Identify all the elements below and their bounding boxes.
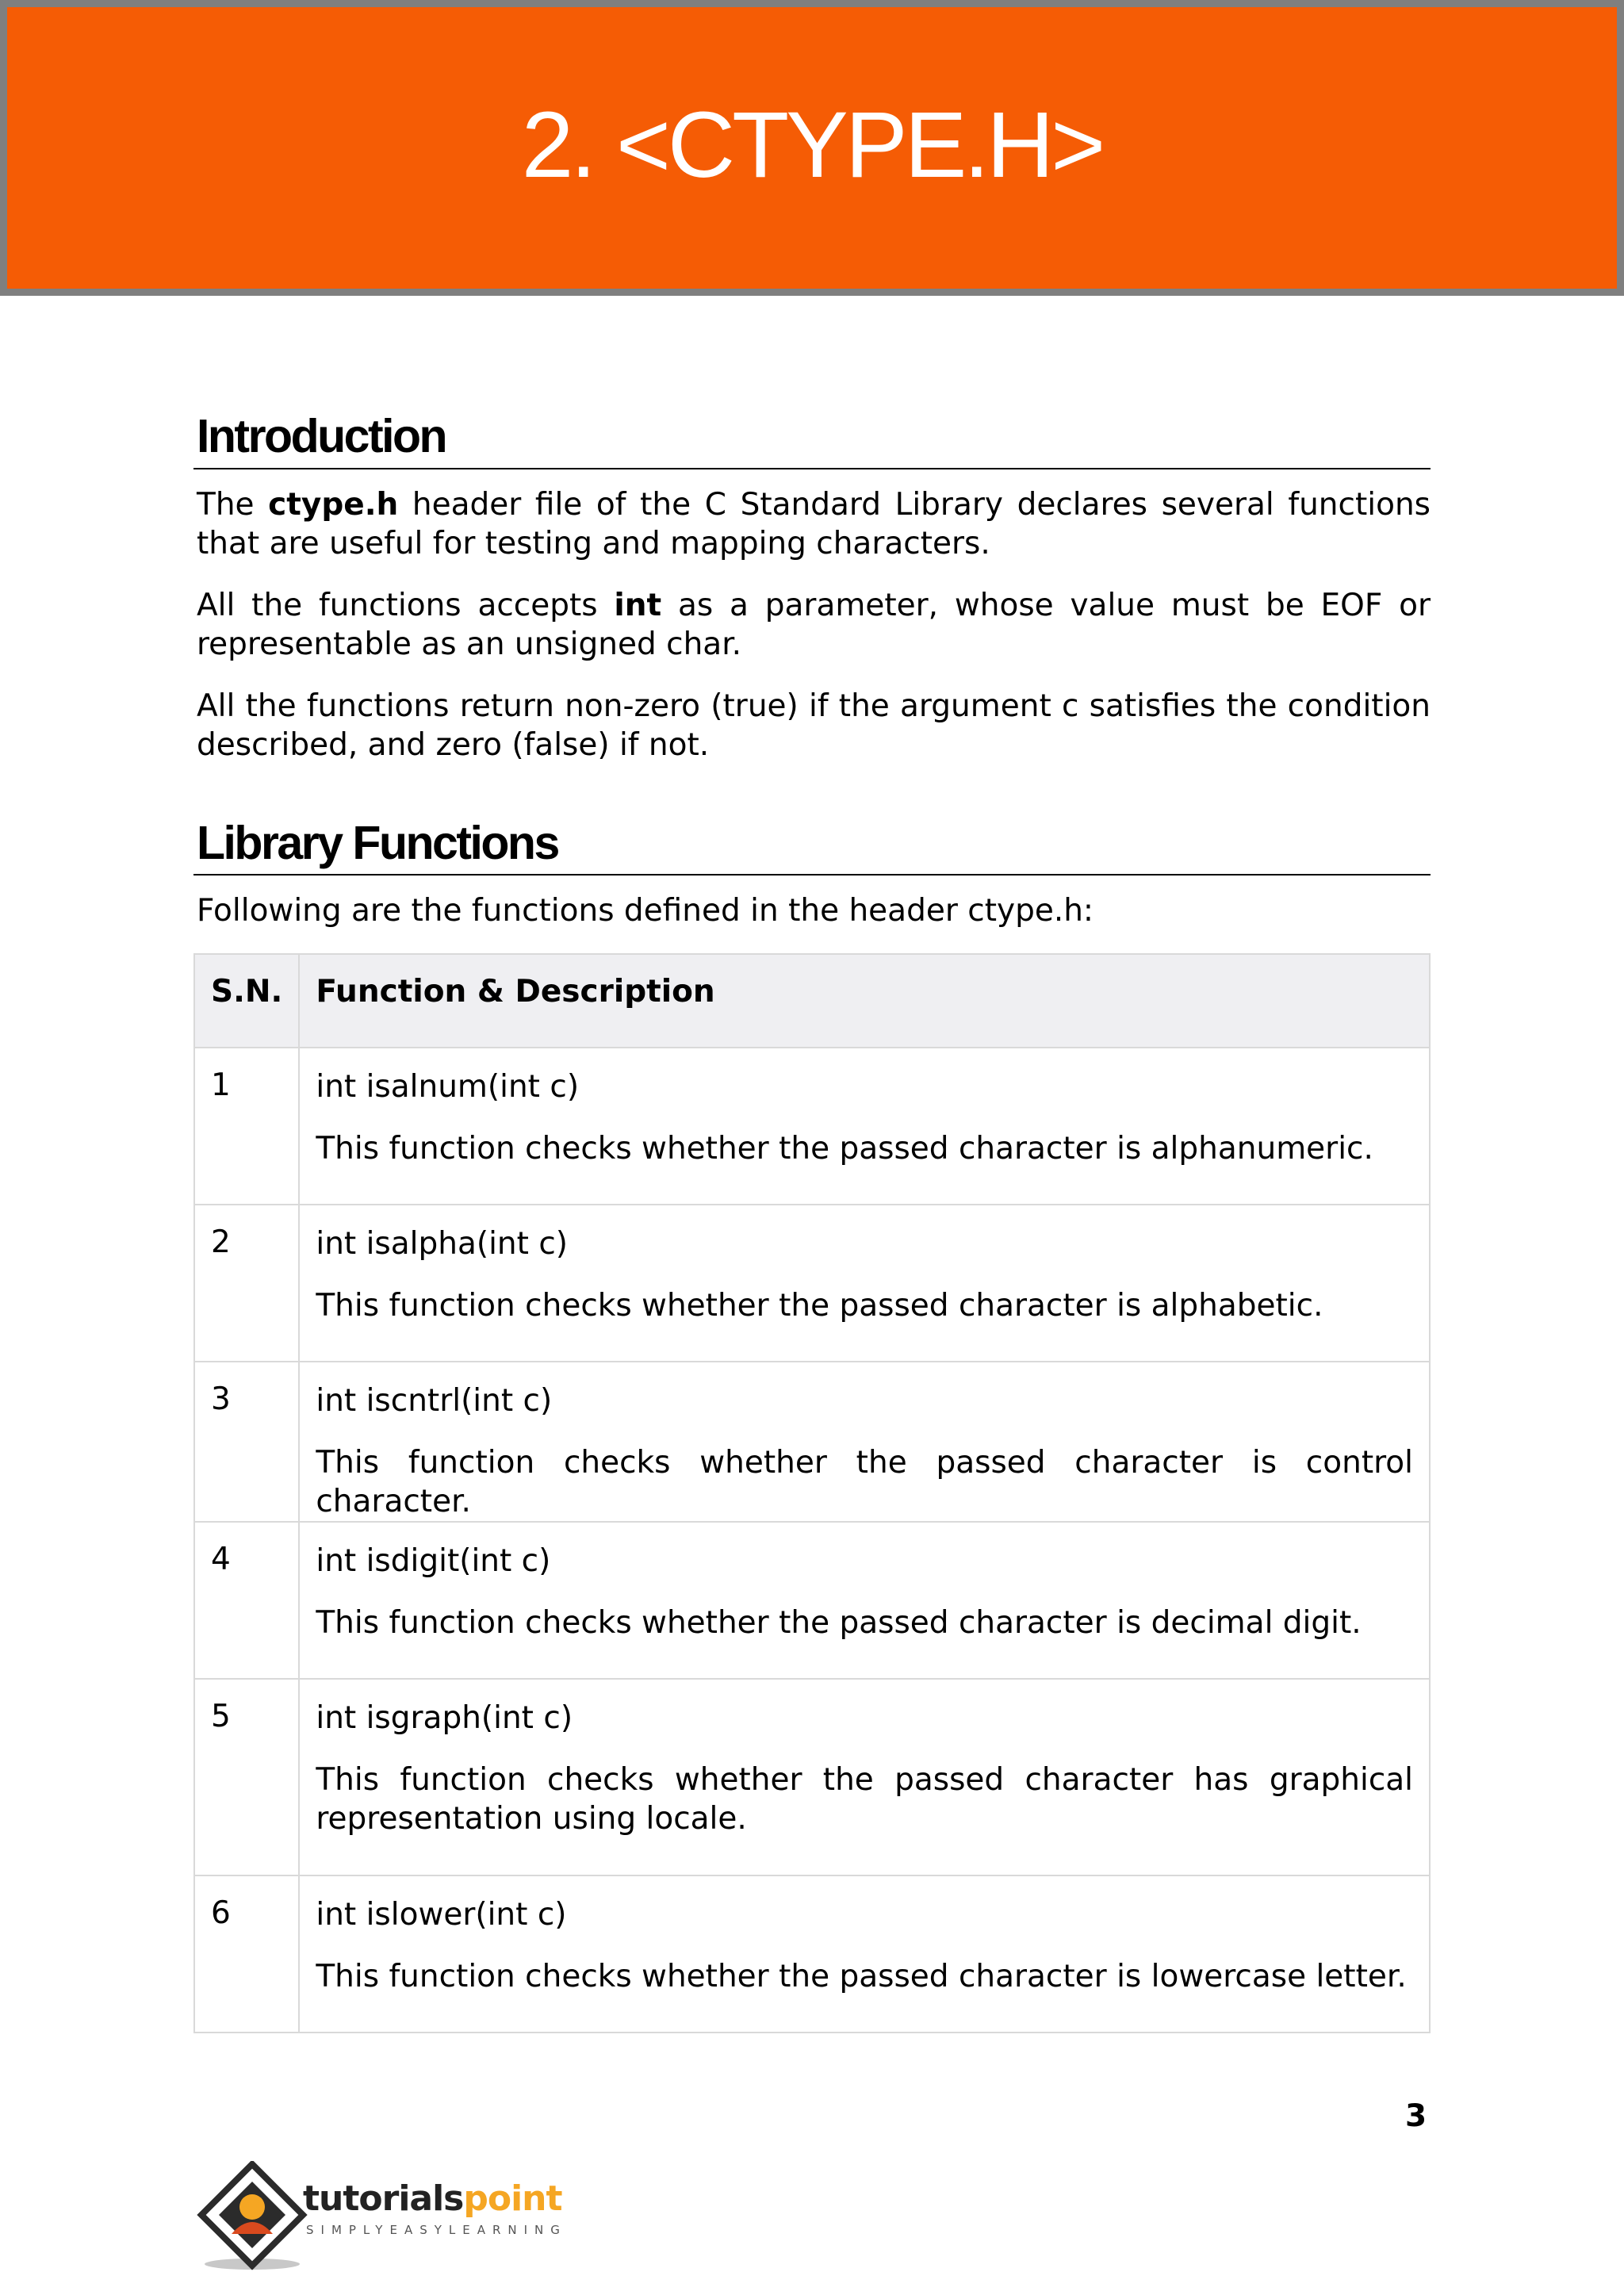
header-sn: S.N. bbox=[194, 954, 299, 1048]
row-function bbox=[299, 1362, 1430, 1522]
intro-p2-text-2: as a parameter, whose value must be EOF or representable as an unsigned char. bbox=[197, 588, 1431, 662]
function-signature: int isalnum(int c) bbox=[316, 1069, 580, 1105]
function-signature: int isdigit(int c) bbox=[316, 1543, 551, 1579]
library-functions-heading: Library Functions bbox=[197, 817, 558, 869]
table-row bbox=[194, 1205, 1430, 1362]
table-row bbox=[194, 1362, 1430, 1522]
tutorialspoint-logo bbox=[197, 2161, 569, 2272]
intro-p2-bold: int bbox=[614, 588, 662, 623]
function-description: This function checks whether the passed character is decimal digit. bbox=[316, 1605, 1362, 1641]
function-signature: int isgraph(int c) bbox=[316, 1700, 573, 1736]
chapter-title: 2. <CTYPE.H> bbox=[521, 92, 1103, 197]
function-signature: int iscntrl(int c) bbox=[316, 1383, 553, 1419]
row-sn: 1 bbox=[194, 1048, 299, 1205]
function-signature: int islower(int c) bbox=[316, 1897, 567, 1933]
intro-p1-bold: ctype.h bbox=[268, 487, 399, 523]
functions-table bbox=[193, 953, 1431, 2033]
table-row bbox=[194, 1875, 1430, 2033]
table-row bbox=[194, 1522, 1430, 1679]
row-function bbox=[299, 1048, 1430, 1205]
intro-paragraph-1 bbox=[197, 485, 1431, 563]
row-function bbox=[299, 1522, 1430, 1679]
intro-paragraph-2 bbox=[197, 586, 1431, 664]
header-function: Function & Description bbox=[299, 954, 1430, 1048]
intro-p1-text: The bbox=[197, 487, 269, 523]
row-function bbox=[299, 1679, 1430, 1875]
library-intro: Following are the functions defined in the header ctype.h: bbox=[197, 893, 1094, 929]
function-description: This function checks whether the passed character has graphical representation using locale. bbox=[316, 1762, 1413, 1837]
introduction-heading: Introduction bbox=[197, 410, 446, 462]
function-signature: int isalpha(int c) bbox=[316, 1226, 568, 1262]
library-functions-rule bbox=[193, 874, 1431, 875]
table-row bbox=[194, 1679, 1430, 1875]
chapter-banner bbox=[0, 0, 1624, 296]
row-sn: 6 bbox=[194, 1875, 299, 2033]
logo-tagline: SIMPLYEASYLEARNING bbox=[306, 2223, 567, 2237]
table-header-row bbox=[194, 954, 1430, 1048]
introduction-rule bbox=[193, 468, 1431, 469]
row-sn: 4 bbox=[194, 1522, 299, 1679]
function-description: This function checks whether the passed character is control character. bbox=[316, 1445, 1413, 1519]
table-row bbox=[194, 1048, 1430, 1205]
row-sn: 5 bbox=[194, 1679, 299, 1875]
page-number: 3 bbox=[1405, 2098, 1427, 2134]
row-function bbox=[299, 1875, 1430, 2033]
function-description: This function checks whether the passed character is lowercase letter. bbox=[316, 1959, 1407, 1994]
logo-wordmark: tutorialspoint bbox=[303, 2178, 562, 2219]
logo-person-head bbox=[239, 2194, 265, 2220]
intro-p1-text-2: header file of the C Standard Library declares several functions that are useful for testing and mapping characters. bbox=[197, 487, 1431, 561]
function-description: This function checks whether the passed character is alphabetic. bbox=[316, 1288, 1323, 1324]
row-sn: 2 bbox=[194, 1205, 299, 1362]
function-description: This function checks whether the passed character is alphanumeric. bbox=[316, 1131, 1373, 1167]
row-function bbox=[299, 1205, 1430, 1362]
intro-paragraph-3: All the functions return non-zero (true) if the argument c satisfies the condition described, and zero (false) if not. bbox=[197, 688, 1431, 763]
intro-p2-text: All the functions accepts bbox=[197, 588, 615, 623]
row-sn: 3 bbox=[194, 1362, 299, 1522]
